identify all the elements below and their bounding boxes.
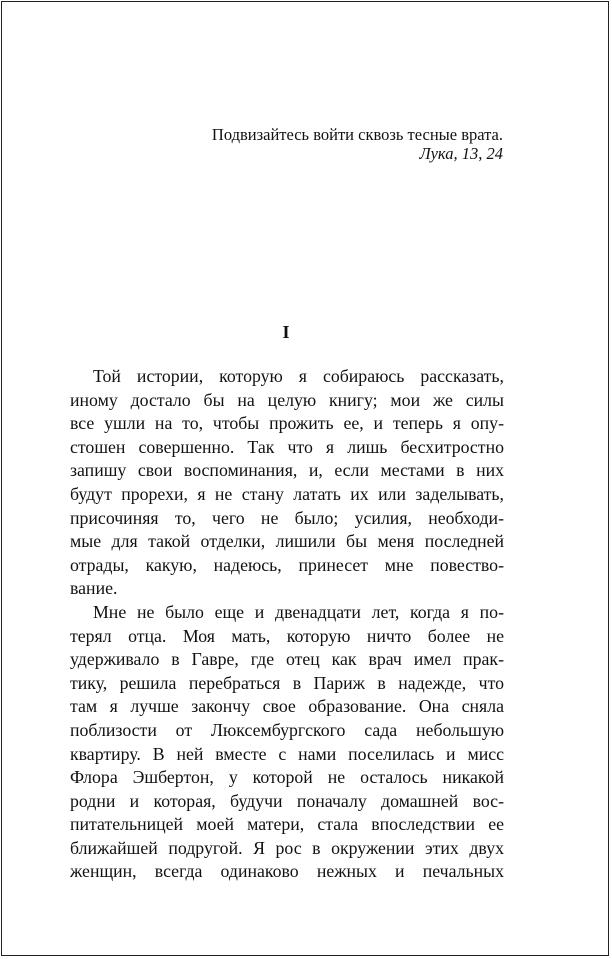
epigraph-reference: Лука, 13, 24 xyxy=(419,144,503,163)
text-line: тику, решила перебраться в Париж в надежде, что xyxy=(70,672,504,693)
text-line: ближайшей подругой. Я рос в окружении этих двух xyxy=(70,837,504,858)
text-line: Той истории, которую я собираюсь рассказать, xyxy=(93,366,504,386)
text-line: все ушли на то, чтобы прожить ее, и теперь я опу- xyxy=(70,413,504,434)
text-line: будут прорехи, я не стану латать их или заделывать, xyxy=(70,483,504,504)
text-line: отрады, какую, надеюсь, принесет мне повество- xyxy=(70,554,504,575)
text-line: там я лучше закончу свое образование. Она сняла xyxy=(70,696,504,717)
text-line: стошен совершенно. Так что я лишь бесхитростно xyxy=(70,436,504,457)
text-line: вание. xyxy=(70,578,118,599)
text-line: запишу свои воспоминания, и, если местами в них xyxy=(70,460,504,481)
text-line: родни и которая, будучи поначалу домашней вос- xyxy=(70,790,504,811)
chapter-number: I xyxy=(282,322,290,342)
text-line: женщин, всегда одинаково нежных и печальных xyxy=(70,861,504,882)
text-line: Флора Эшбертон, у которой не осталось никакой xyxy=(70,767,504,788)
text-line: квартиру. В ней вместе с нами поселилась и мисс xyxy=(70,743,504,764)
text-line: удерживало в Гавре, где отец как врач имел прак- xyxy=(70,649,504,670)
text-line: присочиняя то, чего не было; усилия, необходи- xyxy=(70,507,504,528)
text-line: иному достало бы на целую книгу; мои же силы xyxy=(70,389,504,410)
epigraph xyxy=(83,125,503,163)
text-line: Мне не было еще и двенадцати лет, когда я по- xyxy=(93,601,504,622)
text-line: питательницей моей матери, стала впоследствии ее xyxy=(70,814,504,835)
body-text xyxy=(70,365,504,884)
text-line: поблизости от Люксембургского сада небольшую xyxy=(70,719,504,740)
epigraph-quote: Подвизайтесь войти сквозь тесные врата. xyxy=(211,125,503,144)
text-line: терял отца. Моя мать, которую ничто более не xyxy=(70,625,504,646)
text-line: мые для такой отделки, лишили бы меня последней xyxy=(70,531,504,552)
